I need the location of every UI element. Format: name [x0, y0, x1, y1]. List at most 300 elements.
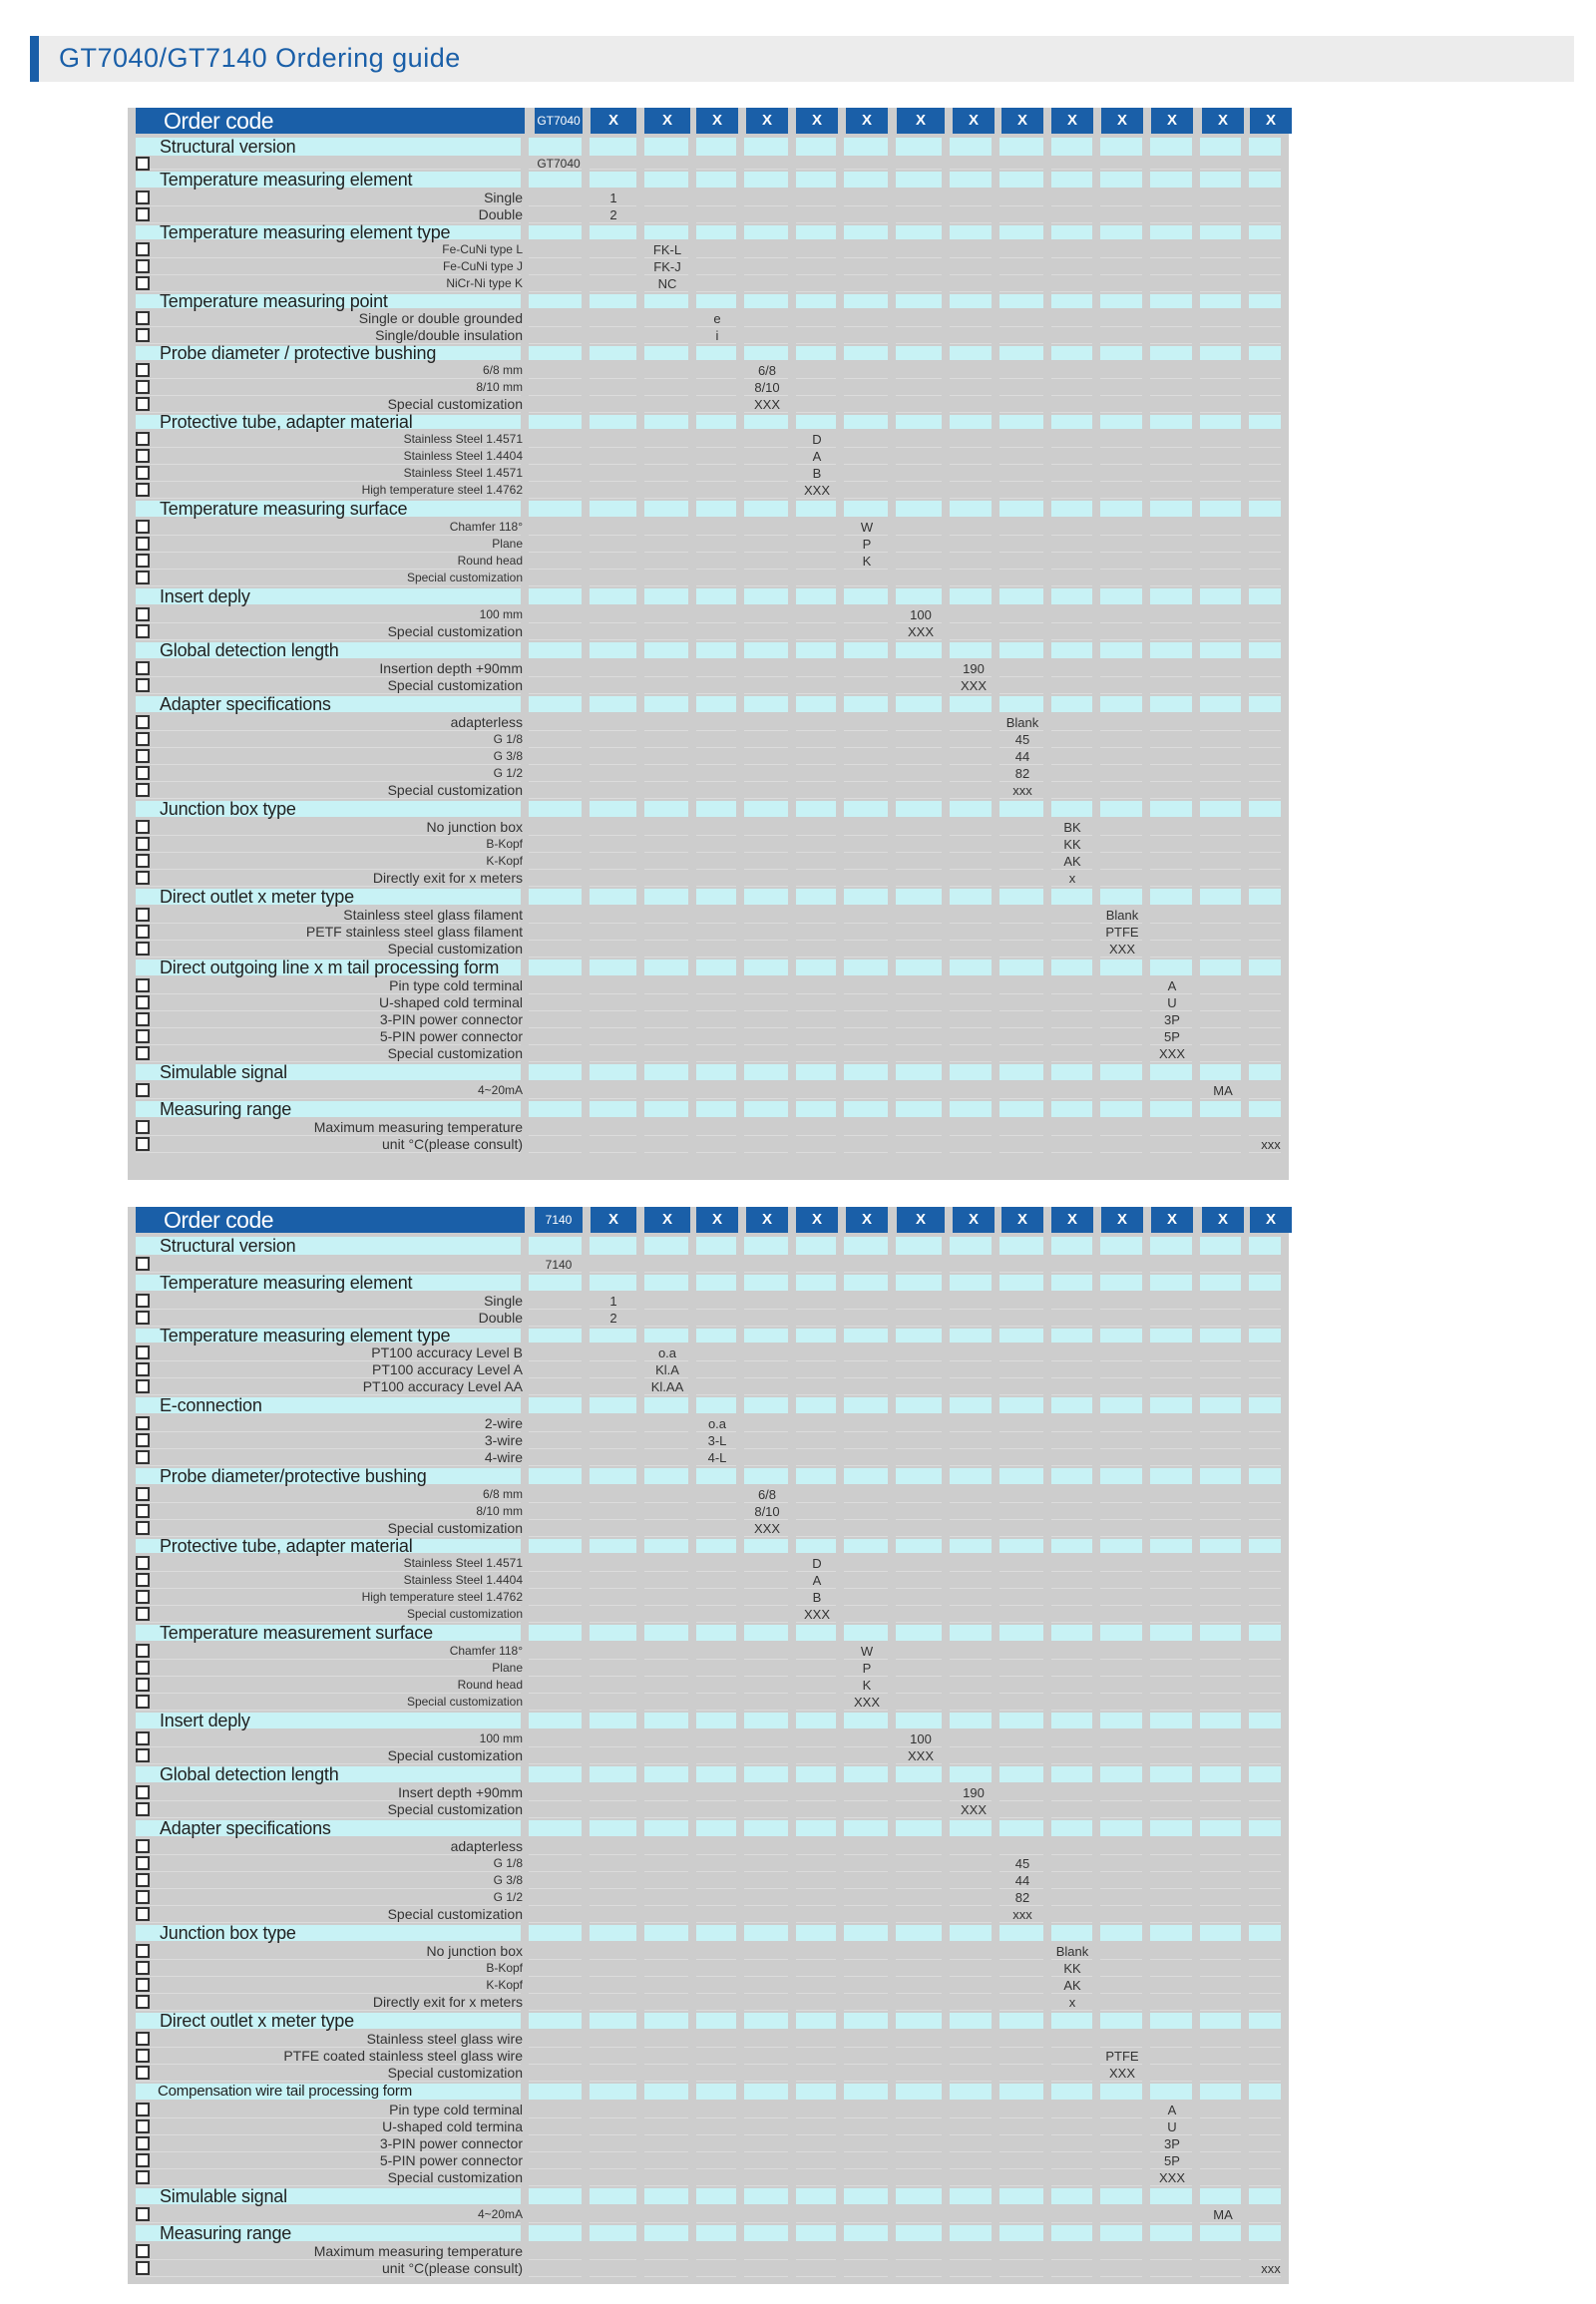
option-checkbox[interactable]: [136, 554, 150, 568]
row-rule: [136, 1800, 1281, 1801]
row-rule: [136, 1135, 1281, 1136]
row-rule: [136, 1659, 1281, 1660]
option-checkbox[interactable]: [136, 1856, 150, 1870]
code-position-cell: X: [1101, 1207, 1143, 1233]
code-position-cell: X: [696, 1207, 738, 1233]
option-checkbox[interactable]: [136, 1012, 150, 1026]
section-title: Protective tube, adapter material: [160, 412, 413, 432]
option-label: K-Kopf: [486, 1978, 523, 1992]
row-rule: [136, 869, 1281, 870]
section-title: Adapter specifications: [160, 694, 331, 714]
option-label: Plane: [492, 537, 523, 551]
column-separator: [1241, 1235, 1249, 2280]
section-band: [136, 2188, 1281, 2204]
option-code: D: [812, 1556, 822, 1571]
row-rule: [136, 2117, 1281, 2118]
row-rule: [136, 1693, 1281, 1694]
option-label: G 1/2: [493, 766, 523, 780]
option-code: i: [715, 328, 719, 343]
option-code: 1: [609, 191, 617, 205]
option-checkbox[interactable]: [136, 766, 150, 780]
section-band: [136, 1101, 1281, 1117]
option-label: Chamfer 118°: [449, 520, 523, 534]
option-label: unit °C(please consult): [382, 2260, 523, 2276]
row-rule: [136, 585, 1281, 586]
page-title-bar: [30, 36, 1574, 82]
option-label: Special customization: [387, 2169, 523, 2185]
section-title: Junction box type: [160, 799, 296, 819]
row-rule: [136, 552, 1281, 553]
option-code: o.a: [707, 1416, 727, 1431]
option-checkbox[interactable]: [136, 1521, 150, 1535]
model-code-cell: 7140: [535, 1207, 583, 1233]
option-label: G 1/2: [493, 1890, 523, 1904]
code-position-cell: X: [897, 108, 945, 134]
option-checkbox[interactable]: [136, 1046, 150, 1060]
option-checkbox[interactable]: [136, 259, 150, 273]
option-checkbox[interactable]: [136, 908, 150, 922]
option-checkbox[interactable]: [136, 661, 150, 675]
code-position-cell: X: [1151, 108, 1193, 134]
option-checkbox[interactable]: [136, 1590, 150, 1604]
section-title: Temperature measuring element type: [160, 222, 451, 242]
section-title: Temperature measurement surface: [160, 1623, 433, 1643]
row-rule: [136, 993, 1281, 994]
option-checkbox[interactable]: [136, 1961, 150, 1975]
option-label: Special customization: [387, 396, 523, 412]
code-position-cell: X: [746, 108, 788, 134]
column-separator: [788, 136, 796, 1176]
option-checkbox[interactable]: [136, 483, 150, 497]
option-label: Insertion depth +90mm: [379, 660, 523, 676]
option-checkbox[interactable]: [136, 1661, 150, 1675]
section-title: Temperature measuring element: [160, 1273, 413, 1293]
option-checkbox[interactable]: [136, 715, 150, 729]
option-code: 45: [1014, 1856, 1030, 1871]
option-checkbox[interactable]: [136, 1873, 150, 1887]
option-label: Stainless Steel 1.4571: [403, 432, 523, 446]
option-code: 100: [910, 1731, 932, 1746]
option-label: G 1/8: [493, 732, 523, 746]
option-checkbox[interactable]: [136, 1695, 150, 1709]
section-band: [136, 1237, 1281, 1255]
option-checkbox[interactable]: [136, 1644, 150, 1658]
row-rule: [136, 835, 1281, 836]
option-label: Round head: [457, 554, 523, 568]
option-checkbox[interactable]: [136, 1450, 150, 1464]
option-checkbox[interactable]: [136, 311, 150, 325]
option-checkbox[interactable]: [136, 363, 150, 377]
option-code: W: [860, 1644, 874, 1659]
option-label: Special customization: [387, 623, 523, 639]
option-code: 6/8: [757, 363, 777, 378]
option-checkbox[interactable]: [136, 871, 150, 885]
row-rule: [136, 1959, 1281, 1960]
option-label: High temperature steel 1.4762: [361, 1590, 523, 1604]
option-checkbox[interactable]: [136, 2103, 150, 2116]
option-checkbox[interactable]: [136, 678, 150, 692]
option-checkbox[interactable]: [136, 2066, 150, 2080]
option-label: PT100 accuracy Level AA: [362, 1378, 523, 1394]
option-code: xxx: [1261, 1137, 1281, 1152]
option-checkbox[interactable]: [136, 925, 150, 939]
row-rule: [136, 1044, 1281, 1045]
section-title: Temperature measuring element: [160, 170, 413, 190]
option-code: 82: [1014, 766, 1030, 781]
option-code: A: [812, 449, 822, 464]
option-code: MA: [1213, 1083, 1233, 1098]
option-checkbox[interactable]: [136, 157, 150, 171]
option-checkbox[interactable]: [136, 2207, 150, 2221]
row-rule: [136, 2259, 1281, 2260]
option-code: FK-L: [652, 242, 682, 257]
option-checkbox[interactable]: [136, 1294, 150, 1308]
table-header: [136, 1207, 1281, 1233]
order-code-heading: Order code: [136, 108, 525, 134]
option-checkbox[interactable]: [136, 1556, 150, 1570]
option-label: 6/8 mm: [482, 1487, 523, 1501]
section-title: Direct outgoing line x m tail processing form: [160, 958, 500, 977]
option-checkbox[interactable]: [136, 820, 150, 834]
code-position-cell: X: [644, 1207, 690, 1233]
option-checkbox[interactable]: [136, 328, 150, 342]
option-checkbox[interactable]: [136, 2261, 150, 2275]
option-code: NC: [657, 276, 677, 291]
code-position-cell: X: [1051, 108, 1093, 134]
option-checkbox[interactable]: [136, 2049, 150, 2063]
option-checkbox[interactable]: [136, 1362, 150, 1376]
code-position-cell: X: [1001, 108, 1043, 134]
option-code: 190: [963, 661, 985, 676]
section-title: Compensation wire tail processing form: [158, 2083, 413, 2100]
option-code: XXX: [1108, 942, 1135, 957]
row-rule: [136, 747, 1281, 748]
option-checkbox[interactable]: [136, 397, 150, 411]
option-checkbox[interactable]: [136, 1311, 150, 1325]
row-rule: [136, 1360, 1281, 1361]
row-rule: [136, 1746, 1281, 1747]
option-label: No junction box: [426, 819, 523, 835]
option-label: Stainless Steel 1.4404: [403, 449, 523, 463]
section-title: Temperature measuring point: [160, 291, 388, 311]
option-label: Special customization: [387, 677, 523, 693]
ordering-table-gt7140: [128, 1207, 1289, 2284]
option-code: 2: [609, 1311, 617, 1326]
section-title: Simulable signal: [160, 1062, 287, 1082]
option-label: adapterless: [450, 714, 523, 730]
option-checkbox[interactable]: [136, 242, 150, 256]
option-code: 44: [1014, 1873, 1030, 1888]
option-label: Stainless Steel 1.4404: [403, 1573, 523, 1587]
option-checkbox[interactable]: [136, 466, 150, 480]
option-code: XXX: [960, 1802, 987, 1817]
option-checkbox[interactable]: [136, 978, 150, 992]
option-checkbox[interactable]: [136, 1573, 150, 1587]
option-checkbox[interactable]: [136, 537, 150, 551]
option-checkbox[interactable]: [136, 207, 150, 221]
row-rule: [136, 395, 1281, 396]
row-rule: [136, 852, 1281, 853]
option-checkbox[interactable]: [136, 1748, 150, 1762]
row-rule: [136, 1905, 1281, 1906]
column-separator: [1092, 1235, 1100, 2280]
section-title: Structural version: [160, 1236, 296, 1256]
option-code: KK: [1063, 837, 1081, 852]
option-code: 2: [609, 207, 617, 222]
option-checkbox[interactable]: [136, 1379, 150, 1393]
code-position-cell: X: [897, 1207, 945, 1233]
column-separator: [942, 136, 950, 1176]
row-rule: [136, 205, 1281, 206]
option-checkbox[interactable]: [136, 1487, 150, 1501]
row-rule: [136, 1676, 1281, 1677]
option-code: 5P: [1164, 2153, 1180, 2168]
option-label: Double: [478, 1310, 523, 1326]
option-code: x: [1068, 1995, 1076, 2010]
row-rule: [136, 481, 1281, 482]
option-checkbox[interactable]: [136, 783, 150, 797]
option-checkbox[interactable]: [136, 520, 150, 534]
section-title: Adapter specifications: [160, 1818, 331, 1838]
option-checkbox[interactable]: [136, 624, 150, 638]
option-code: U: [1167, 2119, 1177, 2134]
column-separator: [582, 1235, 590, 2280]
row-rule: [136, 2168, 1281, 2169]
code-position-cell: X: [1151, 1207, 1193, 1233]
option-label: Single: [484, 1293, 523, 1309]
option-checkbox[interactable]: [136, 1257, 150, 1271]
option-label: Directly exit for x meters: [372, 870, 523, 886]
option-label: Special customization: [387, 941, 523, 957]
code-position-cell: X: [846, 1207, 888, 1233]
option-label: Special customization: [387, 1520, 523, 1536]
row-rule: [136, 798, 1281, 799]
page-title: GT7040/GT7140 Ordering guide: [59, 43, 461, 73]
option-label: 6/8 mm: [482, 363, 523, 377]
option-code: xxx: [1012, 783, 1032, 798]
option-label: Stainless Steel 1.4571: [403, 466, 523, 480]
option-checkbox[interactable]: [136, 749, 150, 763]
option-label: Stainless Steel 1.4571: [403, 1556, 523, 1570]
column-separator: [836, 136, 844, 1176]
code-position-cell: X: [1001, 1207, 1043, 1233]
option-label: Fe-CuNi type J: [442, 259, 523, 273]
section-title: Measuring range: [160, 1099, 292, 1119]
option-label: Special customization: [387, 1801, 523, 1817]
row-rule: [136, 1854, 1281, 1855]
option-checkbox[interactable]: [136, 1029, 150, 1043]
row-rule: [136, 1309, 1281, 1310]
option-checkbox[interactable]: [136, 1978, 150, 1992]
option-label: unit °C(please consult): [382, 1136, 523, 1152]
option-label: PTFE coated stainless steel glass wire: [283, 2048, 523, 2064]
option-checkbox[interactable]: [136, 1137, 150, 1151]
option-checkbox[interactable]: [136, 2244, 150, 2258]
section-title: Simulable signal: [160, 2186, 287, 2206]
row-rule: [136, 1098, 1281, 1099]
option-label: B-Kopf: [486, 837, 523, 851]
section-band: [136, 1397, 1281, 1413]
option-code: D: [812, 432, 822, 447]
option-checkbox[interactable]: [136, 449, 150, 463]
option-checkbox[interactable]: [136, 1995, 150, 2009]
option-code: U: [1167, 995, 1177, 1010]
option-label: High temperature steel 1.4762: [361, 483, 523, 497]
row-rule: [136, 274, 1281, 275]
option-label: Special customization: [387, 1045, 523, 1061]
table-body: [136, 1235, 1281, 2280]
option-code: 1: [609, 1294, 617, 1309]
model-code-cell: GT7040: [535, 108, 583, 134]
row-rule: [136, 257, 1281, 258]
option-checkbox[interactable]: [136, 2119, 150, 2133]
row-rule: [136, 1588, 1281, 1589]
option-code: XXX: [753, 397, 780, 412]
code-position-cell: X: [644, 108, 690, 134]
option-checkbox[interactable]: [136, 732, 150, 746]
option-label: Fe-CuNi type L: [442, 242, 523, 256]
option-label: Stainless steel glass filament: [343, 907, 523, 923]
option-code: 82: [1014, 1890, 1030, 1905]
option-checkbox[interactable]: [136, 2170, 150, 2184]
option-code: B: [812, 1590, 822, 1605]
section-title: Probe diameter / protective bushing: [160, 343, 437, 363]
row-rule: [136, 569, 1281, 570]
option-code: AK: [1063, 1978, 1081, 1993]
section-title: Measuring range: [160, 2223, 292, 2243]
option-checkbox[interactable]: [136, 191, 150, 204]
option-checkbox[interactable]: [136, 1120, 150, 1134]
option-label: Single or double grounded: [358, 310, 523, 326]
section-title: Temperature measuring element type: [160, 1326, 451, 1345]
section-title: Insert deply: [160, 1711, 250, 1730]
option-code: W: [860, 520, 874, 535]
option-label: 100 mm: [479, 607, 523, 621]
section-band: [136, 1064, 1281, 1080]
option-label: No junction box: [426, 1943, 523, 1959]
option-label: 8/10 mm: [476, 380, 523, 394]
option-label: Chamfer 118°: [449, 1644, 523, 1658]
option-code: 3-L: [707, 1433, 727, 1448]
option-code: 8/10: [754, 380, 780, 395]
option-label: Single: [484, 190, 523, 205]
option-checkbox[interactable]: [136, 1890, 150, 1904]
code-position-cell: X: [1250, 1207, 1292, 1233]
option-code: KK: [1063, 1961, 1081, 1976]
section-title: Temperature measuring surface: [160, 499, 408, 519]
row-rule: [136, 1377, 1281, 1378]
option-checkbox[interactable]: [136, 1607, 150, 1621]
option-code: e: [713, 311, 721, 326]
code-position-cell: X: [591, 1207, 636, 1233]
column-separator: [736, 1235, 744, 2280]
option-checkbox[interactable]: [136, 1083, 150, 1097]
option-checkbox[interactable]: [136, 837, 150, 851]
section-title: Insert deply: [160, 586, 250, 606]
code-position-cell: X: [796, 108, 838, 134]
option-checkbox[interactable]: [136, 380, 150, 394]
row-rule: [136, 1993, 1281, 1994]
code-position-cell: X: [696, 108, 738, 134]
option-checkbox[interactable]: [136, 276, 150, 290]
option-label: 100 mm: [479, 1731, 523, 1745]
option-checkbox[interactable]: [136, 854, 150, 868]
code-position-cell: X: [796, 1207, 838, 1233]
option-checkbox[interactable]: [136, 1802, 150, 1816]
option-code: XXX: [1158, 2170, 1185, 2185]
option-checkbox[interactable]: [136, 1504, 150, 1518]
option-checkbox[interactable]: [136, 571, 150, 584]
option-label: PT100 accuracy Level B: [371, 1344, 523, 1360]
option-label: PT100 accuracy Level A: [372, 1361, 523, 1377]
option-label: NiCr-Ni type K: [446, 276, 523, 290]
option-code: MA: [1213, 2207, 1233, 2222]
option-checkbox[interactable]: [136, 2136, 150, 2150]
option-label: Insert depth +90mm: [398, 1784, 523, 1800]
option-code: 190: [963, 1785, 985, 1800]
row-rule: [136, 1871, 1281, 1872]
section-band: [136, 801, 1281, 817]
ordering-table-gt7040: [128, 108, 1289, 1180]
option-checkbox[interactable]: [136, 1907, 150, 1921]
option-checkbox[interactable]: [136, 1944, 150, 1958]
row-rule: [136, 1010, 1281, 1011]
option-checkbox[interactable]: [136, 432, 150, 446]
option-checkbox[interactable]: [136, 1345, 150, 1359]
option-label: 3-wire: [484, 1432, 523, 1448]
option-checkbox[interactable]: [136, 2153, 150, 2167]
option-code: Kl.A: [655, 1362, 679, 1377]
code-position-cell: X: [953, 108, 995, 134]
row-rule: [136, 2185, 1281, 2186]
section-band: [136, 588, 1281, 604]
option-label: Plane: [492, 1661, 523, 1675]
row-rule: [136, 1027, 1281, 1028]
row-rule: [136, 535, 1281, 536]
option-code: XXX: [907, 1748, 934, 1763]
option-checkbox[interactable]: [136, 1731, 150, 1745]
option-checkbox[interactable]: [136, 1839, 150, 1853]
row-rule: [136, 781, 1281, 782]
option-checkbox[interactable]: [136, 1433, 150, 1447]
option-checkbox[interactable]: [136, 995, 150, 1009]
option-checkbox[interactable]: [136, 607, 150, 621]
option-label: Single/double insulation: [375, 327, 523, 343]
option-code: XXX: [960, 678, 987, 693]
column-separator: [1043, 136, 1051, 1176]
option-checkbox[interactable]: [136, 1678, 150, 1692]
row-rule: [136, 1152, 1281, 1153]
option-code: Blank: [1005, 715, 1039, 730]
row-rule: [136, 2276, 1281, 2277]
option-code: P: [862, 537, 872, 552]
column-separator: [736, 136, 744, 1176]
option-code: K: [862, 1678, 872, 1693]
option-label: 4-wire: [484, 1449, 523, 1465]
section-title: E-connection: [160, 1395, 262, 1415]
option-checkbox[interactable]: [136, 942, 150, 956]
section-title: Structural version: [160, 137, 296, 157]
option-code: x: [1068, 871, 1076, 886]
option-code: 4-L: [707, 1450, 727, 1465]
option-label: 4~20mA: [477, 1083, 523, 1097]
option-checkbox[interactable]: [136, 2032, 150, 2046]
option-code: 8/10: [754, 1504, 780, 1519]
option-checkbox[interactable]: [136, 1785, 150, 1799]
option-checkbox[interactable]: [136, 1416, 150, 1430]
option-code: B: [812, 466, 822, 481]
option-label: Special customization: [406, 1695, 523, 1709]
